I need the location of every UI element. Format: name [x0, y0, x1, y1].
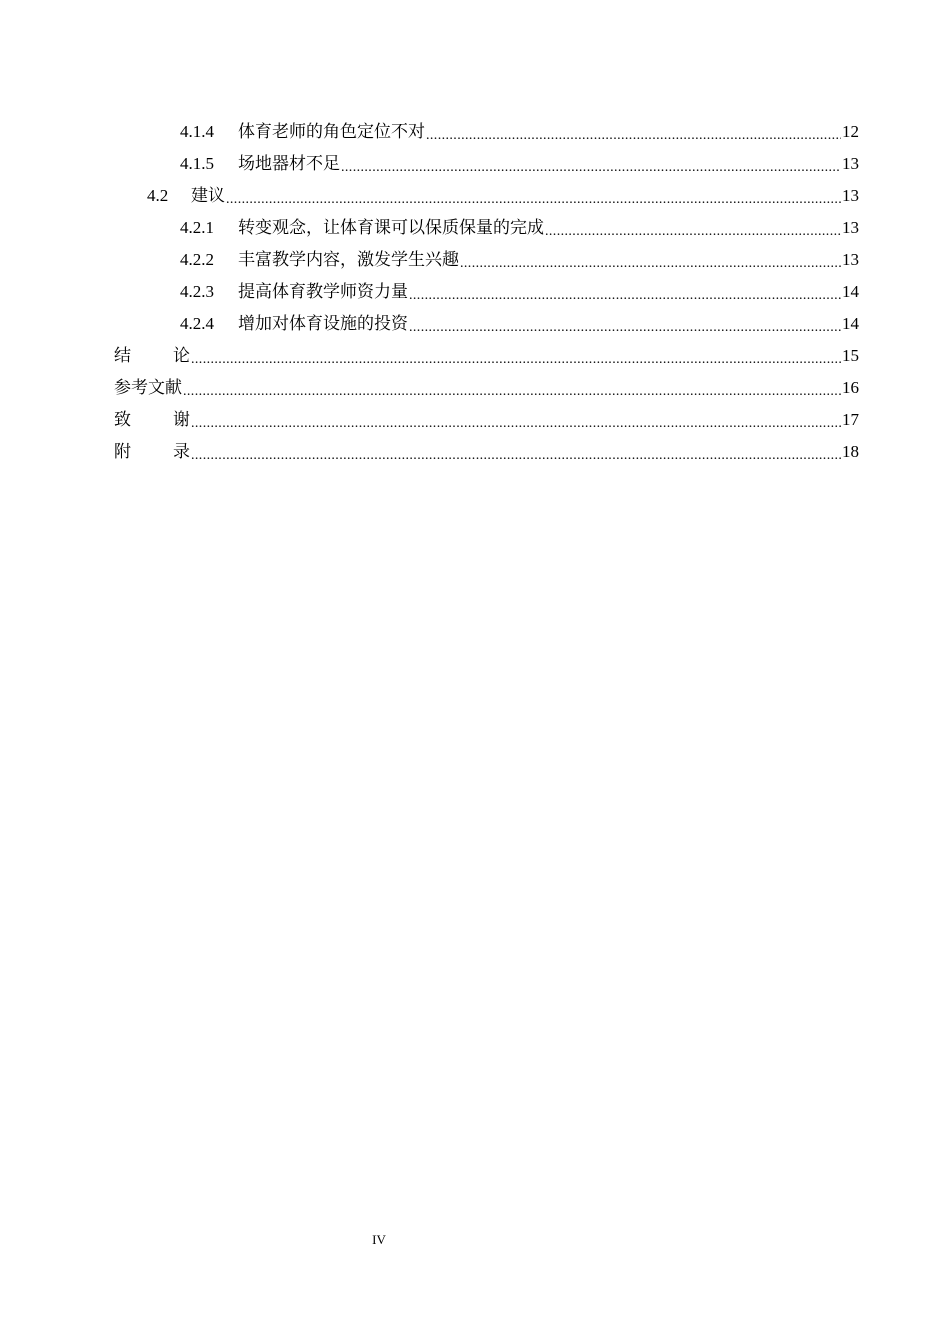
page-number-footer: IV [372, 1232, 386, 1247]
toc-entry-title: 提高体育教学师资力量 [238, 282, 408, 302]
toc-entry-acknowledgements[interactable] [114, 404, 859, 436]
toc-entry-number: 4.2 [147, 186, 169, 205]
dot-leader [545, 212, 841, 244]
toc-entry-title: 转变观念，让体育课可以保质保量的完成 [238, 218, 544, 238]
toc-title-char: 录 [173, 442, 190, 462]
toc-entry-page: 16 [842, 378, 859, 397]
toc-entry-4-2[interactable] [147, 180, 859, 212]
toc-entry-number: 4.1.5 [180, 154, 214, 173]
toc-entry-conclusion[interactable] [114, 340, 859, 372]
toc-title-char: 致 [114, 410, 131, 430]
toc-entry-4-1-5[interactable] [180, 148, 859, 180]
toc-entry-number: 4.1.4 [180, 122, 214, 141]
toc-title-char: 附 [114, 442, 131, 462]
dot-leader [426, 116, 841, 148]
dot-leader [226, 180, 841, 212]
toc-entry-number: 4.2.4 [180, 314, 214, 333]
dot-leader [191, 340, 841, 372]
toc-entry-page: 13 [842, 250, 859, 269]
toc-entry-title: 场地器材不足 [238, 154, 340, 174]
toc-title-char: 论 [173, 346, 190, 366]
toc-entry-4-2-4[interactable] [180, 308, 859, 340]
toc-entry-title [114, 404, 190, 436]
toc-entry-4-2-1[interactable] [180, 212, 859, 244]
toc-entry-appendix[interactable] [114, 436, 859, 468]
toc-entry-title: 体育老师的角色定位不对 [238, 122, 425, 142]
toc-entry-title: 参考文献 [114, 378, 182, 398]
toc-entry-page: 14 [842, 282, 859, 301]
toc-entry-page: 12 [842, 122, 859, 141]
toc-entry-4-1-4[interactable] [180, 116, 859, 148]
toc-title-char: 结 [114, 346, 131, 366]
toc-title-char: 谢 [173, 410, 190, 430]
toc-entry-page: 14 [842, 314, 859, 333]
toc-entry-title [114, 340, 190, 372]
toc-entry-title [114, 436, 190, 468]
toc-entry-page: 13 [842, 186, 859, 205]
toc-entry-page: 13 [842, 218, 859, 237]
dot-leader [460, 244, 841, 276]
toc-entry-page: 18 [842, 442, 859, 461]
toc-entry-page: 17 [842, 410, 859, 429]
dot-leader [191, 436, 841, 468]
dot-leader [409, 276, 841, 308]
toc-entry-number: 4.2.3 [180, 282, 214, 301]
dot-leader [191, 404, 841, 436]
toc-entry-4-2-2[interactable] [180, 244, 859, 276]
toc-entry-page: 15 [842, 346, 859, 365]
dot-leader [409, 308, 841, 340]
toc-entry-title: 增加对体育设施的投资 [238, 314, 408, 334]
toc-entry-4-2-3[interactable] [180, 276, 859, 308]
dot-leader [341, 148, 841, 180]
toc-entry-references[interactable] [114, 372, 859, 404]
dot-leader [183, 372, 841, 404]
toc-entry-title: 建议 [191, 186, 225, 206]
toc-entry-title: 丰富教学内容，激发学生兴趣 [238, 250, 459, 270]
toc-entry-number: 4.2.1 [180, 218, 214, 237]
toc-entry-page: 13 [842, 154, 859, 173]
toc-entry-number: 4.2.2 [180, 250, 214, 269]
